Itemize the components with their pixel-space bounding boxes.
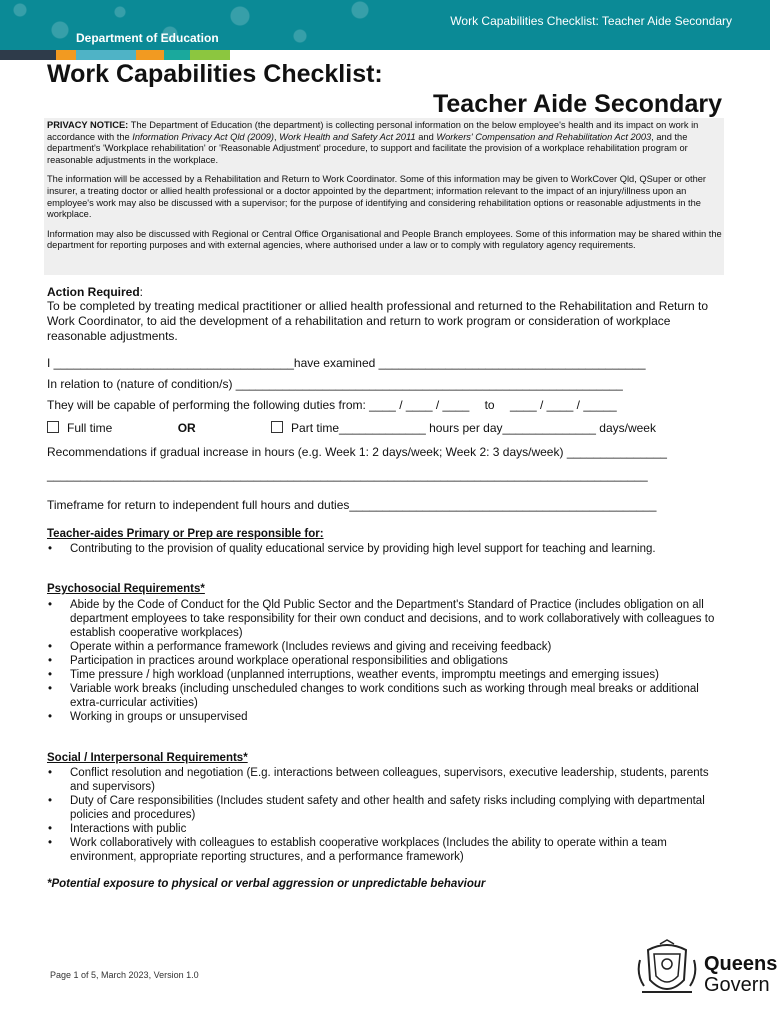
list-item: • Interactions with public [47, 822, 719, 836]
action-colon: : [139, 285, 144, 299]
aggression-note: *Potential exposure to physical or verbal aggression or unpredictable behaviour [47, 878, 486, 890]
queensland-crest-icon [634, 940, 700, 1000]
action-text: To be completed by treating medical practitioner or allied health professional and returned to the Rehabilitation and Return to Work Coordinator, to aid the development of a rehabilitation and return to work program or consideration of workplace reasonable adjustments. [47, 299, 709, 343]
page-title-line1: Work Capabilities Checklist: [47, 60, 383, 88]
list-item: • Variable work breaks (including unscheduled changes to work conditions such as working through meal breaks or additional extra-curricular activities) [47, 682, 719, 710]
privacy-text: The Department of Education (the department) is collecting personal information on the below employee's health and its impact on work in accordance with the [47, 120, 699, 142]
timeframe-field[interactable]: Timeframe for return to independent full hours and duties______________________________________________ [47, 498, 657, 512]
privacy-text: , and the department's 'Workplace rehabilitation' or 'Reasonable Adjustment' procedure, to support and facilitate the provision of a workplace rehabilitation program or reasonable adjustments in the workplace. [47, 131, 688, 165]
stripe [136, 50, 164, 60]
primary-list [47, 542, 719, 556]
privacy-act: Information Privacy Act Qld (2009) [132, 131, 275, 142]
page-footer: Page 1 of 5, March 2023, Version 1.0 [50, 970, 199, 980]
header-band [0, 0, 770, 50]
duties-to[interactable]: ____ / ____ / _____ [509, 398, 617, 412]
primary-section-title: Teacher-aides Primary or Prep are responsible for: [47, 528, 324, 540]
list-item: • Duty of Care responsibilities (Includes student safety and other health and safety risks including complying with departmental policies and procedures) [47, 794, 719, 822]
list-item: • Operate within a performance framework (Includes reviews and giving and receiving feedback) [47, 640, 719, 654]
queensland-government-logo [634, 940, 777, 1000]
examined-field[interactable]: I ____________________________________have examined ________________________________________ [47, 356, 646, 370]
hours-options [47, 421, 656, 435]
condition-field[interactable]: In relation to (nature of condition/s) __________________________________________________________ [47, 377, 623, 391]
header-doc-title: Work Capabilities Checklist: Teacher Aide Secondary [450, 14, 732, 28]
list-item: • Working in groups or unsupervised [47, 710, 719, 724]
full-time-label: Full time [67, 421, 113, 435]
privacy-text: and [415, 131, 437, 142]
psych-section-title: Psychosocial Requirements* [47, 583, 205, 595]
stripe [164, 50, 190, 60]
page-title-line2: Teacher Aide Secondary [432, 90, 722, 118]
privacy-label: PRIVACY NOTICE: [47, 120, 129, 130]
privacy-paragraph-3: Information may also be discussed with Regional or Central Office Organisational and People Branch employees. Some of this information may be shared within the department for reporting purposes and with external agencies, where authorised under a law or to comply with regulatory agency requirements. [47, 228, 722, 251]
privacy-text: , [274, 131, 280, 142]
social-section-title: Social / Interpersonal Requirements* [47, 752, 248, 764]
privacy-paragraph-2: The information will be accessed by a Rehabilitation and Return to Work Coordinator. Some of this information may be given to WorkCover Qld, QSuper or other insurer, a treating doctor or allied health professional or a doctor appointed by the department; information relevant to the impact of an injury/illness upon an employee's work may also be discussed with a supervisor; for the purpose of identifying and considering rehabilitation options or reasonable adjustments in the workplace. [47, 174, 707, 220]
recommendations-field[interactable]: Recommendations if gradual increase in hours (e.g. Week 1: 2 days/week; Week 2: 3 days/week) _______________ [47, 445, 667, 459]
part-time-field[interactable]: Part time_____________ hours per day______________ days/week [291, 421, 656, 435]
list-item: • Participation in practices around workplace operational responsibilities and obligations [47, 654, 719, 668]
recommendations-blank-line[interactable]: __________________________________________________________________________________________ [47, 468, 648, 482]
logo-line2: Govern [704, 974, 770, 996]
part-time-checkbox[interactable] [271, 421, 283, 433]
action-required [47, 285, 719, 344]
stripe [190, 50, 230, 60]
department-name: Department of Education [76, 31, 219, 45]
social-list [47, 766, 719, 864]
psych-list [47, 598, 719, 724]
or-label: OR [177, 421, 196, 435]
color-stripes [0, 50, 230, 60]
logo-line1: Queens [704, 953, 777, 975]
stripe [56, 50, 76, 60]
queensland-wordmark [704, 954, 777, 996]
stripe [0, 50, 56, 60]
privacy-act: Workers' Compensation and Rehabilitation Act 2003 [436, 131, 652, 142]
privacy-notice [44, 118, 724, 275]
list-item: • Work collaboratively with colleagues to establish cooperative workplaces (Includes the ability to operate within a team environment, appropriate reporting structures, and a performance framework) [47, 836, 719, 864]
list-item: • Contributing to the provision of quality educational service by providing high level support for teaching and learning. [47, 542, 719, 556]
privacy-paragraph-1 [47, 120, 724, 166]
duties-from[interactable]: They will be capable of performing the following duties from: ____ / ____ / ____ [47, 398, 470, 412]
stripe [76, 50, 136, 60]
list-item: • Time pressure / high workload (unplanned interruptions, weather events, impromptu meetings and emerging issues) [47, 668, 719, 682]
list-item: • Conflict resolution and negotiation (E.g. interactions between colleagues, supervisors, executive leadership, students, parents and supervisors) [47, 766, 719, 794]
duties-to-label: to [484, 398, 495, 412]
duties-date-field[interactable] [47, 398, 617, 412]
privacy-act: Work Health and Safety Act 2011 [279, 131, 416, 142]
full-time-checkbox[interactable] [47, 421, 59, 433]
list-item: • Abide by the Code of Conduct for the Qld Public Sector and the Department's Standard of Practice (includes obligation on all department employees to take responsibility for their own conduct and decisions, and to work collaboratively with colleagues to establish cooperative workplaces) [47, 598, 719, 640]
action-label: Action Required [47, 285, 140, 299]
